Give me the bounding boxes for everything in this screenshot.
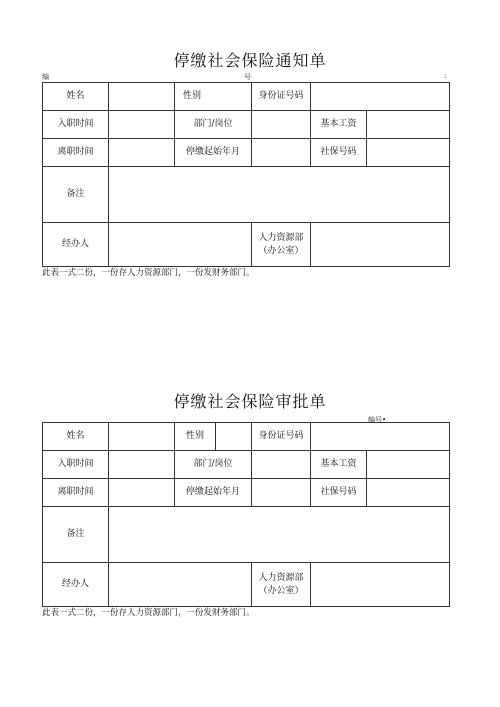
social-security-no-field[interactable]: [367, 479, 450, 507]
notice-serial-label-left: 编: [42, 73, 49, 81]
id-number-field[interactable]: [311, 423, 450, 451]
name-field[interactable]: [109, 83, 175, 111]
leave-date-label: 离职时间: [43, 479, 109, 507]
gender-field[interactable]: [216, 423, 252, 451]
remarks-field[interactable]: [109, 167, 450, 223]
approval-title: 停缴社会保险审批单: [173, 392, 327, 411]
hr-dept-field[interactable]: [311, 563, 450, 607]
stop-start-label: 停缴起始年月: [175, 479, 252, 507]
id-number-label: 身份证号码: [252, 83, 311, 111]
hr-dept-label: [252, 223, 311, 267]
table-row: [43, 139, 450, 167]
table-row: [43, 83, 450, 111]
social-security-no-label: 社保号码: [311, 139, 367, 167]
table-row: [43, 563, 450, 607]
dept-post-field[interactable]: [252, 111, 311, 139]
table-row: [43, 507, 450, 563]
remarks-label: 备注: [43, 507, 109, 563]
approval-table: [42, 422, 450, 607]
hr-dept-label-line2: （办公室）: [258, 585, 304, 596]
hire-date-label: 入职时间: [43, 111, 109, 139]
base-salary-label: 基本工资: [311, 111, 367, 139]
base-salary-field[interactable]: [367, 451, 450, 479]
stop-start-field[interactable]: [252, 479, 311, 507]
name-field[interactable]: [109, 423, 175, 451]
name-label: 姓名: [43, 423, 109, 451]
hr-dept-label-line1: 人力资源部: [258, 572, 304, 583]
dept-post-label: 部门/岗位: [175, 111, 252, 139]
hr-dept-label: [252, 563, 311, 607]
stop-start-field[interactable]: [252, 139, 311, 167]
base-salary-label: 基本工资: [311, 451, 367, 479]
table-row: [43, 423, 450, 451]
remarks-label: 备注: [43, 167, 109, 223]
hr-dept-label-line2: （办公室）: [258, 245, 304, 256]
handler-label: 经办人: [43, 563, 109, 607]
table-row: [43, 451, 450, 479]
social-security-no-label: 社保号码: [311, 479, 367, 507]
notice-serial-label-mid: 号: [244, 73, 251, 81]
dept-post-label: 部门/岗位: [175, 451, 252, 479]
gender-label: 性别: [175, 423, 216, 451]
handler-field[interactable]: [109, 223, 252, 267]
hire-date-field[interactable]: [109, 111, 175, 139]
id-number-label: 身份证号码: [252, 423, 311, 451]
hire-date-label: 入职时间: [43, 451, 109, 479]
id-number-field[interactable]: [311, 83, 450, 111]
table-row: [43, 479, 450, 507]
notice-serial-label-right: :: [444, 72, 447, 80]
approval-footnote: 此表一式二份，一份存人力资源部门，一份发财务部门。: [42, 608, 255, 618]
stop-start-label: 停缴起始年月: [175, 139, 252, 167]
handler-label: 经办人: [43, 223, 109, 267]
table-row: [43, 167, 450, 223]
hr-dept-label-line1: 人力资源部: [258, 232, 304, 243]
approval-serial-label: 编号•: [368, 416, 387, 424]
dept-post-field[interactable]: [252, 451, 311, 479]
leave-date-label: 离职时间: [43, 139, 109, 167]
handler-field[interactable]: [109, 563, 252, 607]
name-label: 姓名: [43, 83, 109, 111]
base-salary-field[interactable]: [367, 111, 450, 139]
social-security-no-field[interactable]: [367, 139, 450, 167]
table-row: [43, 111, 450, 139]
hr-dept-field[interactable]: [311, 223, 450, 267]
notice-table: [42, 82, 450, 267]
gender-label: 性别: [175, 83, 252, 111]
remarks-field[interactable]: [109, 507, 450, 563]
hire-date-field[interactable]: [109, 451, 175, 479]
leave-date-field[interactable]: [109, 479, 175, 507]
notice-footnote: 此表一式二份，一份存人力资源部门，一份发财务部门。: [42, 268, 255, 278]
table-row: [43, 223, 450, 267]
leave-date-field[interactable]: [109, 139, 175, 167]
notice-title: 停缴社会保险通知单: [173, 51, 327, 70]
